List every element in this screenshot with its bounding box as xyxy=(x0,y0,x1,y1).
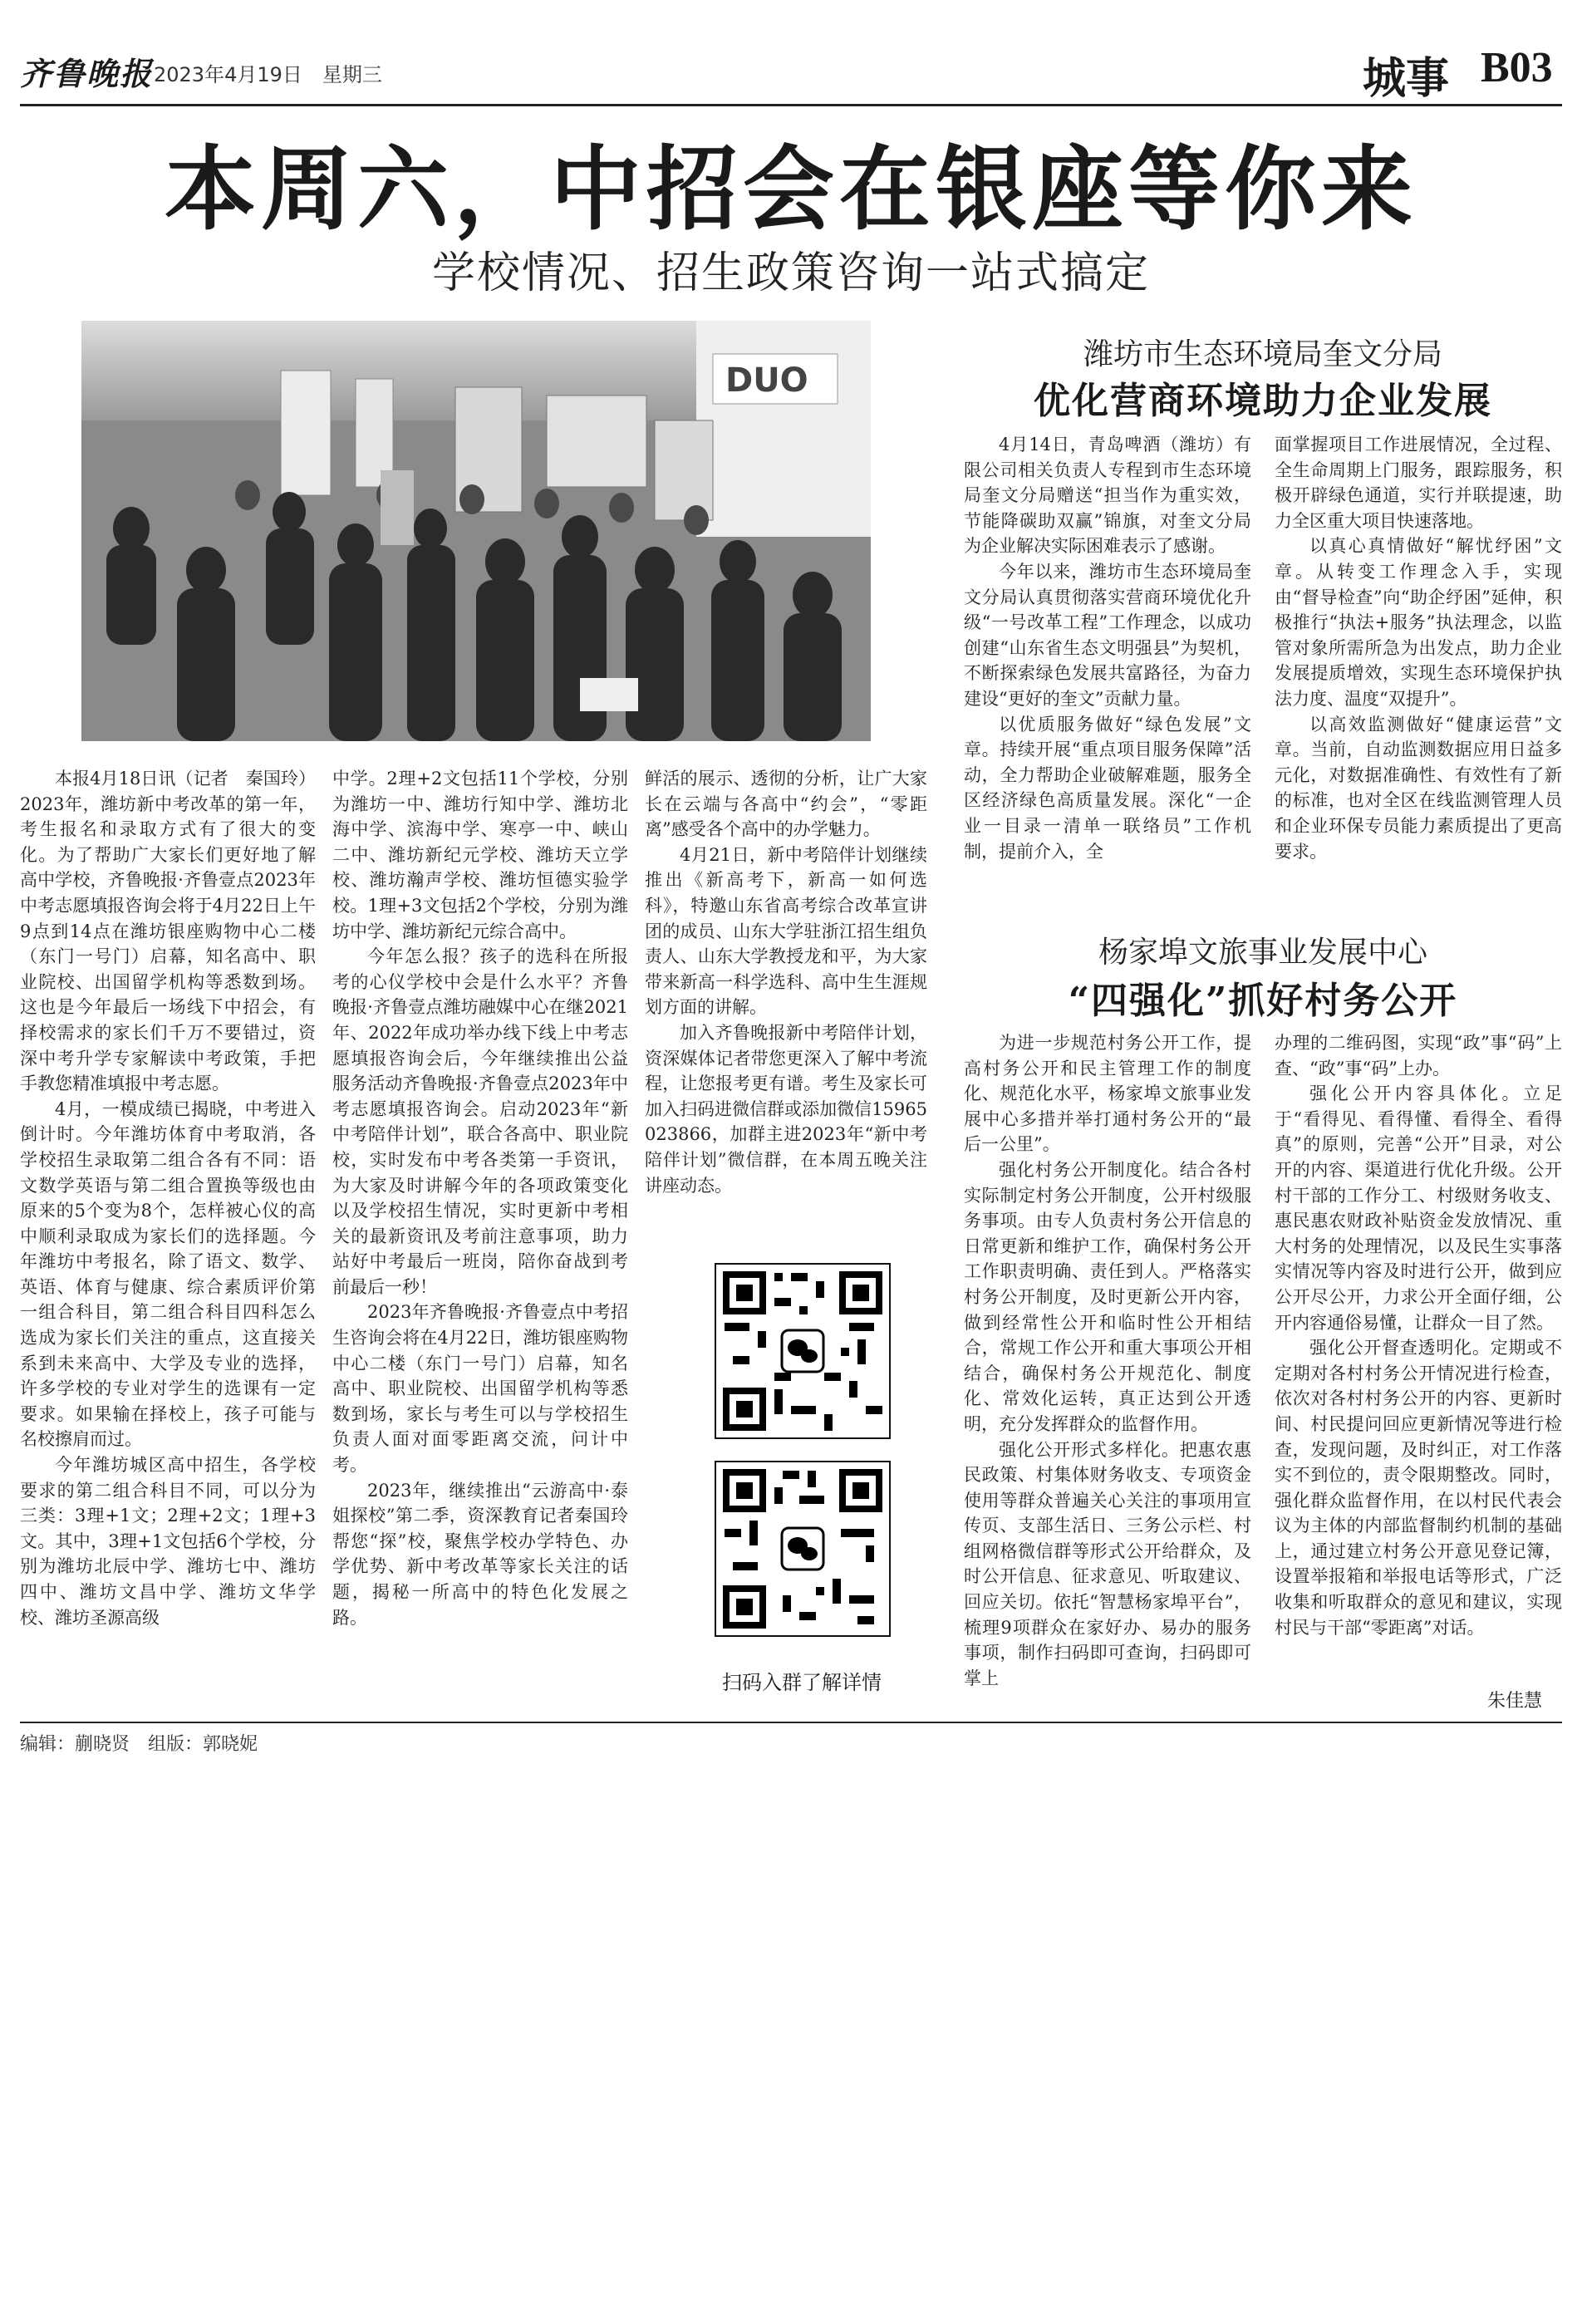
qr-code[interactable] xyxy=(715,1461,891,1637)
qr-code-icon xyxy=(716,1265,889,1437)
story3-paragraph: 强化公开形式多样化。把惠农惠民政策、村集体财务收支、专项资金使用等群众普遍关心关注的事项用宣传页、支部生活日、三务公示栏、村组网格微信群等形式公开给群众，及时公开信息、征求意见、听取建议、回应关切。依托“智慧杨家埠平台”，梳理9项群众在家好办、易办的服务事项，制作扫码即可查询，扫码即可掌上 xyxy=(964,1439,1251,1688)
newspaper-logo: 齐鲁晚报 xyxy=(20,55,154,92)
footer-rule xyxy=(20,1722,1562,1723)
lead-photo xyxy=(81,321,871,741)
lead-subhead: 学校情况、招生政策咨询一站式搞定 xyxy=(431,248,1150,298)
story3-column-1 xyxy=(964,1030,1251,1691)
page-number: B03 xyxy=(1481,44,1553,91)
qr-code[interactable] xyxy=(715,1263,891,1439)
story2-paragraph: 4月14日，青岛啤酒（潍坊）有限公司相关负责人专程到市生态环境局奎文分局赠送“担当作为重实效，节能降碳助双赢”锦旗，对奎文分局为企业解决实际困难表示了感谢。 xyxy=(964,435,1251,557)
story2-paragraph: 以真心真情做好“解忧纾困”文章。从转变工作理念入手，实现由“督导检查”向“助企纾困”延伸，积极推行“执法+服务”执法理念，以监管对象所需所急为出发点，助力企业发展提质增效，实现生态环境保护执法力度、温度“双提升”。 xyxy=(1275,536,1562,709)
story2-column-1 xyxy=(964,432,1251,864)
story3-byline: 朱佳慧 xyxy=(1487,1691,1543,1712)
crowd-photo-illustration xyxy=(81,321,871,741)
lead-headline: 本周六，中招会在银座等你来 xyxy=(165,135,1417,243)
lead-paragraph: 4月21日，新中考陪伴计划继续推出《新高考下，新高一如何选科》，特邀山东省高考综合改革宣讲团的成员、山东大学驻浙江招生组负责人、山东大学教授龙和平，为大家带来新高一科学选科、高中生生涯规划方面的讲解。 xyxy=(645,844,927,1018)
lead-article-column-3 xyxy=(645,766,927,1198)
editor-credit: 编辑：蒯晓贤 组版：郭晓妮 xyxy=(20,1734,258,1755)
lead-paragraph: 今年怎么报？孩子的选科在所报考的心仪学校中会是什么水平？齐鲁晚报·齐鲁壹点潍坊融媒中心在继2021年、2022年成功举办线下线上中考志愿填报咨询会后，今年继续推出公益服务活动齐鲁晚报·齐鲁壹点2023年中考志愿填报咨询会。启动2023年“新中考陪伴计划”，联合各高中、职业院校，实时发布中考各类第一手资讯，为大家及时讲解今年的各项政策变化以及学校招生情况，实时更新中考相关的最新资讯及考前注意事项，助力站好中考最后一班岗，陪你奋战到考前最后一秒！ xyxy=(332,946,628,1297)
story2-paragraph: 今年以来，潍坊市生态环境局奎文分局认真贯彻落实营商环境优化升级“一号改革工程”工作理念，以成功创建“山东省生态文明强县”为契机，不断探索绿色发展共富路径，为奋力建设“更好的奎文”贡献力量。 xyxy=(964,561,1251,709)
story2-column-2 xyxy=(1275,432,1562,864)
lead-paragraph: 今年潍坊城区高中招生，各学校要求的第二组合科目不同，可以分为三类：3理+1文；2理+2文；1理+3文。其中，3理+1文包括6个学校，分别为潍坊北辰中学、潍坊七中、潍坊四中、潍坊文昌中学、潍坊文华学校、潍坊圣源高级 xyxy=(20,1455,316,1628)
story2-paragraph: 以高效监测做好“健康运营”文章。当前，自动监测数据应用日益多元化，对数据准确性、有效性有了新的标准，也对全区在线监测管理人员和企业环保专员能力素质提出了更高要求。 xyxy=(1275,714,1562,862)
story2-title: 优化营商环境助力企业发展 xyxy=(1034,380,1492,422)
story3-kicker: 杨家埠文旅事业发展中心 xyxy=(1098,936,1427,970)
story3-column-2 xyxy=(1275,1030,1562,1640)
lead-paragraph: 2023年，继续推出“云游高中·泰姐探校”第二季，资深教育记者秦国玲帮您“探”校，聚焦学校办学特色、办学优势、新中考改革等家长关注的话题，揭秘一所高中的特色化发展之路。 xyxy=(332,1480,628,1628)
qr-code-icon xyxy=(716,1462,889,1635)
lead-paragraph: 鲜活的展示、透彻的分析，让广大家长在云端与各高中“约会”，“零距离”感受各个高中的办学魅力。 xyxy=(645,769,927,840)
masthead-rule xyxy=(20,104,1562,106)
story3-title: “四强化”抓好村务公开 xyxy=(1068,980,1458,1022)
story3-paragraph: 强化公开内容具体化。立足于“看得见、看得懂、看得全、看得真”的原则，完善“公开”目录，对公开的内容、渠道进行优化升级。公开村干部的工作分工、村级财务收支、惠民惠农财政补贴资金发放情况、重大村务的处理情况，以及民生实事落实情况等内容及时进行公开，做到应公开尽公开，力求公开全面仔细，公开内容通俗易懂，让群众一目了然。 xyxy=(1275,1083,1562,1333)
lead-article-column-2 xyxy=(332,766,628,1630)
lead-article-column-1 xyxy=(20,766,316,1630)
lead-paragraph: 2023年齐鲁晚报·齐鲁壹点中考招生咨询会将在4月22日，潍坊银座购物中心二楼（东门一号门）启幕，知名高中、职业院校、出国留学机构等悉数到场，家长与考生可以与学校招生负责人面对面零距离交流，问计中考。 xyxy=(332,1302,628,1476)
qr-caption: 扫码入群了解详情 xyxy=(722,1671,882,1694)
lead-paragraph: 4月，一模成绩已揭晓，中考进入倒计时。今年潍坊体育中考取消，各学校招生录取第二组合各有不同：语文数学英语与第二组合置换等级也由原来的5个变为8个，怎样被心仪的高中顺利录取成为家长们的选择题。今年潍坊中考报名，除了语文、数学、英语、体育与健康、综合素质评价第一组合科目，第二组合科目四科怎么选成为家长们关注的重点，这直接关系到未来高中、大学及专业的选择，许多学校的专业对学生的选课有一定要求。如果输在择校上，孩子可能与名校擦肩而过。 xyxy=(20,1098,316,1450)
story3-paragraph: 为进一步规范村务公开工作，提高村务公开和民主管理工作的制度化、规范化水平，杨家埠文旅事业发展中心多措并举打通村务公开的“最后一公里”。 xyxy=(964,1033,1251,1155)
svg-text:DUO: DUO xyxy=(725,361,808,400)
story2-paragraph: 以优质服务做好“绿色发展”文章。持续开展“重点项目服务保障”活动，全力帮助企业破解难题，服务全区经济绿色高质量发展。深化“一企业一目录一清单一联络员”工作机制，提前介入，全 xyxy=(964,714,1251,862)
story3-paragraph: 办理的二维码图，实现“政”事“码”上查、“政”事“码”上办。 xyxy=(1275,1033,1562,1078)
story3-paragraph: 强化村务公开制度化。结合各村实际制定村务公开制度，公开村级服务事项。由专人负责村务公开信息的日常更新和维护工作，确保村务公开工作职责明确、责任到人。严格落实村务公开制度，及时更新公开内容，做到经常性公开和临时性公开相结合，常规工作公开和重大事项公开相结合，确保村务公开规范化、制度化、常效化运转，真正达到公开透明，充分发挥群众的监督作用。 xyxy=(964,1159,1251,1434)
lead-paragraph: 中学。2理+2文包括11个学校，分别为潍坊一中、潍坊行知中学、潍坊北海中学、滨海中学、寒亭一中、峡山二中、潍坊新纪元学校、潍坊天立学校、潍坊瀚声学校、潍坊恒德实验学校。1理+3文包括2个学校，分别为潍坊中学、潍坊新纪元综合高中。 xyxy=(332,769,628,941)
story2-kicker: 潍坊市生态环境局奎文分局 xyxy=(1083,337,1442,371)
lead-paragraph: 本报4月18日讯（记者 秦国玲）2023年，潍坊新中考改革的第一年，考生报名和录取方式有了很大的变化。为了帮助广大家长们更好地了解高中学校，齐鲁晚报·齐鲁壹点2023年中考志愿填报咨询会将于4月22日上午9点到14点在潍坊银座购物中心二楼（东门一号门）启幕，知名高中、职业院校、出国留学机构等悉数到场。这也是今年最后一场线下中招会，有择校需求的家长们千万不要错过，资深中考升学专家解读中考政策，手把手教您精准填报中考志愿。 xyxy=(20,769,316,1094)
issue-date: 2023年4月19日 星期三 xyxy=(154,63,382,86)
story2-paragraph: 面掌握项目工作进展情况，全过程、全生命周期上门服务，跟踪服务，积极开辟绿色通道，实行并联提速，助力全区重大项目快速落地。 xyxy=(1275,435,1562,531)
section-name: 城事 xyxy=(1363,53,1450,104)
lead-paragraph: 加入齐鲁晚报新中考陪伴计划，资深媒体记者带您更深入了解中考流程，让您报考更有谱。考生及家长可加入扫码进微信群或添加微信15965023866，加群主进2023年“新中考陪伴计划”微信群，在本周五晚关注讲座动态。 xyxy=(645,1022,927,1196)
story3-paragraph: 强化公开督查透明化。定期或不定期对各村村务公开情况进行检查，依次对各村村务公开的内容、更新时间、村民提问回应更新情况等进行检查，发现问题，及时纠正，对工作落实不到位的，责令限期整改。同时，强化群众监督作用，在以村民代表会议为主体的内部监督制约机制的基础上，通过建立村务公开意见登记簿，设置举报箱和举报电话等形式，广泛收集和听取群众的意见和建议，实现村民与干部“零距离”对话。 xyxy=(1275,1338,1562,1638)
